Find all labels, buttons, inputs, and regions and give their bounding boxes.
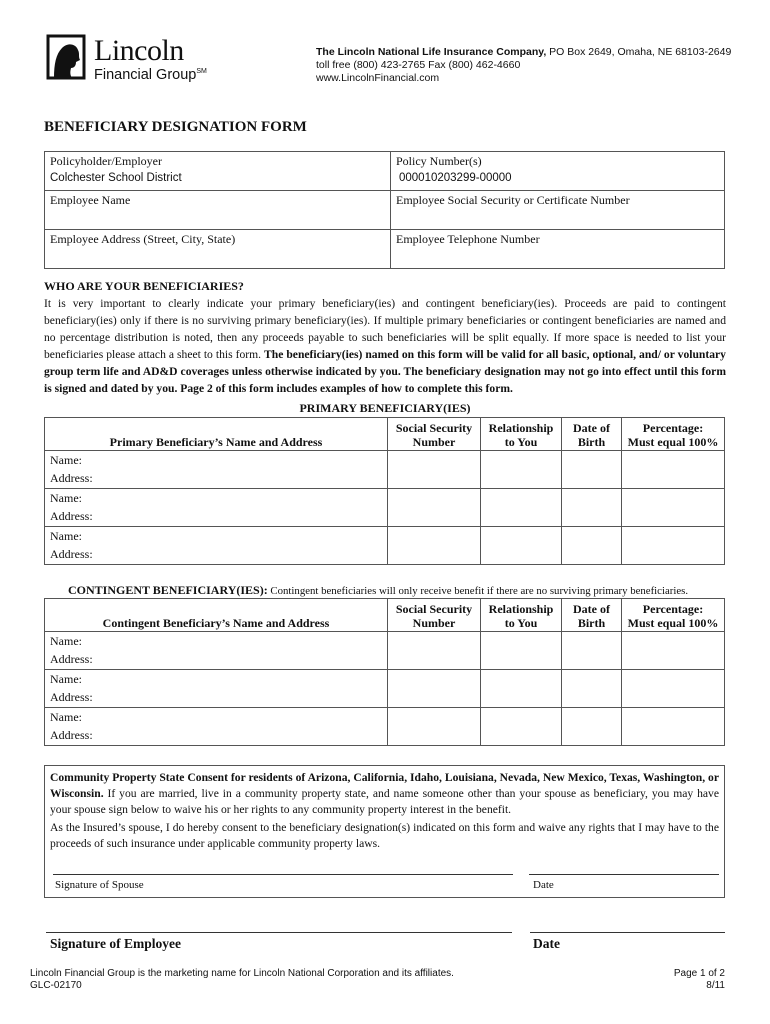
company-name: The Lincoln National Life Insurance Company, [316, 46, 547, 58]
primary-1-ssn[interactable] [388, 451, 481, 489]
contingent-3-address[interactable]: Address: [45, 727, 388, 746]
contingent-beneficiary-table [44, 598, 725, 746]
who-text-bold: The beneficiary(ies) named on this form will be valid for all basic, optional, and/ or voluntary group term life and AD&D coverages unless otherwise indicated by you. The beneficiary designation may not go into effect until this form is signed and dated by you. Page 2 of this form includes examples of how to complete this form. [44, 348, 726, 395]
contingent-col-name: Contingent Beneficiary’s Name and Address [45, 599, 388, 632]
policy-number-value[interactable]: 000010203299-00000 [399, 172, 512, 184]
company-info [316, 46, 731, 85]
company-address: PO Box 2649, Omaha, NE 68103-2649 [546, 46, 732, 58]
contingent-3-name[interactable]: Name: [45, 708, 388, 727]
primary-3-percentage[interactable] [622, 527, 725, 565]
spouse-date-line[interactable] [529, 874, 719, 875]
employee-signature-label: Signature of Employee [50, 936, 181, 951]
footer-revision: 8/11 [706, 980, 725, 991]
contingent-col-ssn: Social Security Number [388, 599, 481, 632]
contingent-1-relationship[interactable] [481, 632, 562, 670]
contingent-2-dob[interactable] [562, 670, 622, 708]
contingent-3-ssn[interactable] [388, 708, 481, 746]
primary-col-ssn: Social Security Number [388, 418, 481, 451]
form-title: BENEFICIARY DESIGNATION FORM [44, 119, 307, 135]
contingent-heading: CONTINGENT BENEFICIARY(IES): Contingent beneficiaries will only receive benefit if there are no surviving primary beneficiaries. [68, 583, 689, 597]
primary-1-name[interactable]: Name: [45, 451, 388, 470]
contingent-1-dob[interactable] [562, 632, 622, 670]
employee-info-table [44, 151, 725, 269]
community-property-consent-box [44, 765, 725, 898]
contingent-2-name[interactable]: Name: [45, 670, 388, 689]
footer-left [30, 968, 454, 992]
spouse-date-label: Date [533, 879, 554, 891]
policy-number-cell[interactable] [391, 152, 725, 191]
contingent-3-relationship[interactable] [481, 708, 562, 746]
footer-right [674, 968, 725, 992]
primary-3-dob[interactable] [562, 527, 622, 565]
footer-page: Page 1 of 2 [673, 968, 725, 979]
contingent-1-name[interactable]: Name: [45, 632, 388, 651]
contingent-col-percentage: Percentage: Must equal 100% [622, 599, 725, 632]
primary-2-percentage[interactable] [622, 489, 725, 527]
employee-name-field[interactable] [45, 191, 391, 230]
spouse-signature-line[interactable] [53, 874, 513, 875]
contingent-3-percentage[interactable] [622, 708, 725, 746]
policyholder-value[interactable]: Colchester School District [50, 172, 182, 184]
policyholder-label: Policyholder/Employer [50, 154, 162, 168]
primary-2-ssn[interactable] [388, 489, 481, 527]
primary-1-relationship[interactable] [481, 451, 562, 489]
contingent-1-percentage[interactable] [622, 632, 725, 670]
primary-col-dob: Date of Birth [562, 418, 622, 451]
primary-col-percentage: Percentage: Must equal 100% [622, 418, 725, 451]
primary-col-relationship: Relationship to You [481, 418, 562, 451]
logo-sub: Financial Group℠ [94, 67, 207, 83]
contingent-1-ssn[interactable] [388, 632, 481, 670]
primary-heading: PRIMARY BENEFICIARY(IES) [299, 401, 471, 415]
policyholder-cell[interactable] [45, 152, 391, 191]
footer-marketing: Lincoln Financial Group is the marketing name for Lincoln National Corporation and its affiliates. [30, 968, 454, 979]
contingent-2-relationship[interactable] [481, 670, 562, 708]
footer-form-code: GLC-02170 [30, 980, 82, 991]
primary-2-name[interactable]: Name: [45, 489, 388, 508]
primary-col-name: Primary Beneficiary’s Name and Address [45, 418, 388, 451]
employee-ssn-label: Employee Social Security or Certificate Number [396, 193, 630, 207]
consent-paragraph-1: Community Property State Consent for residents of Arizona, California, Idaho, Louisiana, Nevada, New Mexico, Texas, Washington, or Wisconsin. If you are married, live in a community property state, and name someone other than your spouse as beneficiary, you may have your spouse sign below to waive his or her rights to any community property interest in the benefit. [50, 771, 719, 816]
spouse-signature-label: Signature of Spouse [55, 879, 144, 891]
company-phone: toll free (800) 423-2765 Fax (800) 462-4660 [316, 59, 521, 71]
who-heading: WHO ARE YOUR BENEFICIARIES? [44, 279, 244, 293]
contingent-3-dob[interactable] [562, 708, 622, 746]
consent-paragraph-2: As the Insured’s spouse, I do hereby consent to the beneficiary designation(s) indicated on this form and waive any rights that I may have to the proceeds of such insurance under applicable community property laws. [50, 821, 719, 850]
primary-2-relationship[interactable] [481, 489, 562, 527]
primary-3-ssn[interactable] [388, 527, 481, 565]
primary-3-relationship[interactable] [481, 527, 562, 565]
employee-signature-line[interactable] [46, 932, 512, 933]
contingent-2-address[interactable]: Address: [45, 689, 388, 708]
primary-1-dob[interactable] [562, 451, 622, 489]
employee-phone-field[interactable] [391, 230, 725, 269]
employee-address-label: Employee Address (Street, City, State) [50, 232, 236, 246]
who-text: It is very important to clearly indicate your primary beneficiary(ies) and contingent beneficiary(ies). Proceeds are paid to contingent beneficiary(ies) only if there is no surviving primary beneficiary(ies). If multiple primary beneficiaries or contingent beneficiaries are named and no percentage distribution is noted, then any proceeds payable to such beneficiaries will be split equally. If more space is needed to list your beneficiaries please attach a sheet to this form. [44, 297, 726, 361]
primary-1-percentage[interactable] [622, 451, 725, 489]
employee-phone-label: Employee Telephone Number [396, 232, 540, 246]
employee-ssn-field[interactable] [391, 191, 725, 230]
contingent-1-address[interactable]: Address: [45, 651, 388, 670]
lincoln-logo [44, 34, 234, 88]
employee-date-line[interactable] [530, 932, 725, 933]
employee-date-label: Date [533, 936, 560, 951]
company-web: www.LincolnFinancial.com [316, 72, 440, 84]
policy-number-label: Policy Number(s) [396, 154, 482, 168]
primary-1-address[interactable]: Address: [45, 470, 388, 489]
contingent-2-ssn[interactable] [388, 670, 481, 708]
logo-brand: Lincoln [94, 34, 184, 67]
lincoln-head-icon [44, 34, 90, 80]
employee-address-field[interactable] [45, 230, 391, 269]
contingent-2-percentage[interactable] [622, 670, 725, 708]
who-paragraph [44, 295, 726, 397]
contingent-col-dob: Date of Birth [562, 599, 622, 632]
primary-2-address[interactable]: Address: [45, 508, 388, 527]
primary-3-address[interactable]: Address: [45, 546, 388, 565]
contingent-col-relationship: Relationship to You [481, 599, 562, 632]
employee-name-label: Employee Name [50, 193, 131, 207]
primary-beneficiary-table [44, 417, 725, 565]
primary-2-dob[interactable] [562, 489, 622, 527]
primary-3-name[interactable]: Name: [45, 527, 388, 546]
